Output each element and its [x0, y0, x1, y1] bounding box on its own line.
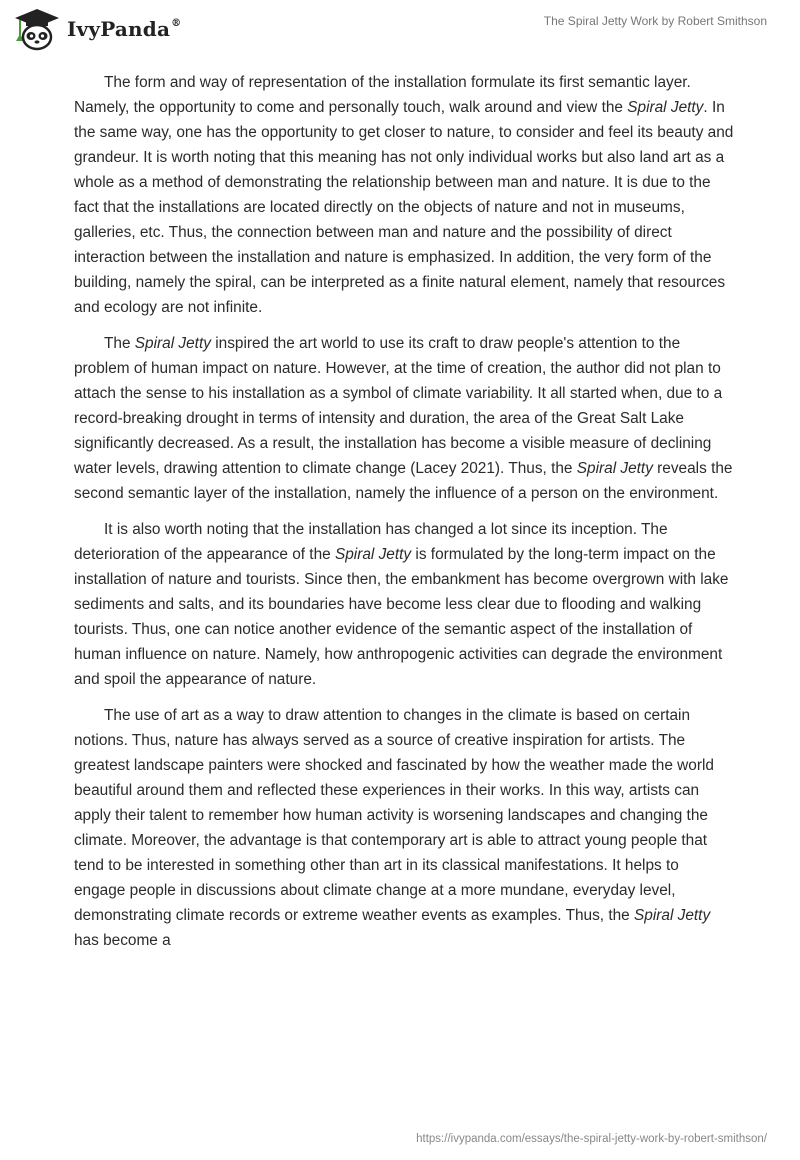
panda-graduation-cap-icon [12, 7, 62, 51]
paragraph-text: . In the same way, one has the opportunity to get closer to nature, to consider and feel its beauty and grandeur. It is worth noting that this meaning has not only individual works but also land art as a whole as a method of demonstrating the relationship between man and nature. It is due to the fact that the installations are located directly on the objects of nature and not in museums, galleries, etc. Thus, the connection between man and nature and the possibility of direct interaction between the installation and nature is emphasized. In addition, the very form of the building, namely the spiral, can be interpreted as a finite natural element, namely that resources and ecology are not infinite. [74, 99, 734, 316]
paragraph-text: The use of art as a way to draw attention to changes in the climate is based on certain notions. Thus, nature has always served as a source of creative inspiration for artists. The greatest landscape painters were shocked and fascinated by how the weather made the world beautiful around them and reflected these experiences in their works. In this way, artists can apply their talent to remember how human activity is worsening landscapes and changing the climate. Moreover, the advantage is that contemporary art is able to attract young people that tend to be interested in something other than art in its classical manifestations. It helps to engage people in discussions about climate change at a more mundane, everyday level, demonstrating climate records or extreme weather events as examples. Thus, the [74, 707, 714, 924]
paragraph-text: reveals the second semantic layer of the installation, namely the influence of a person on the environment. [74, 460, 733, 502]
paragraph-text: inspired the art world to use its craft to draw people's attention to the problem of human impact on nature. However, at the time of creation, the author did not plan to attach the sense to his installation as a symbol of climate variability. It all started when, due to a record-breaking drought in terms of intensity and duration, the area of the Great Salt Lake significantly decreased. As a result, the installation has become a visible measure of declining water levels, drawing attention to climate change (Lacey 2021). Thus, the [74, 335, 723, 477]
paragraph-text: has become a [74, 932, 171, 949]
italic-title-text: Spiral Jetty [627, 99, 704, 116]
italic-title-text: Spiral Jetty [334, 546, 412, 563]
italic-title-text: Spiral Jetty [134, 335, 211, 352]
essay-body [74, 70, 734, 964]
italic-title-text: Spiral Jetty [576, 460, 653, 477]
essay-paragraph [74, 517, 734, 692]
footer-url[interactable]: https://ivypanda.com/essays/the-spiral-jetty-work-by-robert-smithson/ [416, 1133, 767, 1145]
essay-paragraph [74, 703, 734, 953]
paragraph-text: is formulated by the long-term impact on the installation of nature and tourists. Since then, the embankment has become overgrown with lake sediments and salts, and its boundaries have become less clear due to flooding and walking tourists. Thus, one can notice another evidence of the semantic aspect of the installation of human influence on nature. Namely, how anthropogenic activities can degrade the environment and spoil the appearance of nature. [74, 546, 729, 688]
logo-wordmark: IvyPanda® [67, 17, 182, 41]
paragraph-text: It is also worth noting that the installation has changed a lot since its inception. The deterioration of the appearance of the [74, 521, 668, 563]
document-title: The Spiral Jetty Work by Robert Smithson [543, 14, 767, 28]
paragraph-text: The [104, 335, 135, 352]
essay-paragraph [74, 70, 734, 320]
ivypanda-logo[interactable] [12, 7, 181, 51]
essay-paragraph [74, 331, 734, 506]
paragraph-text: The form and way of representation of the installation formulate its first semantic layer. Namely, the opportunity to come and personally touch, walk around and view the [74, 74, 691, 116]
italic-title-text: Spiral Jetty [634, 907, 711, 924]
